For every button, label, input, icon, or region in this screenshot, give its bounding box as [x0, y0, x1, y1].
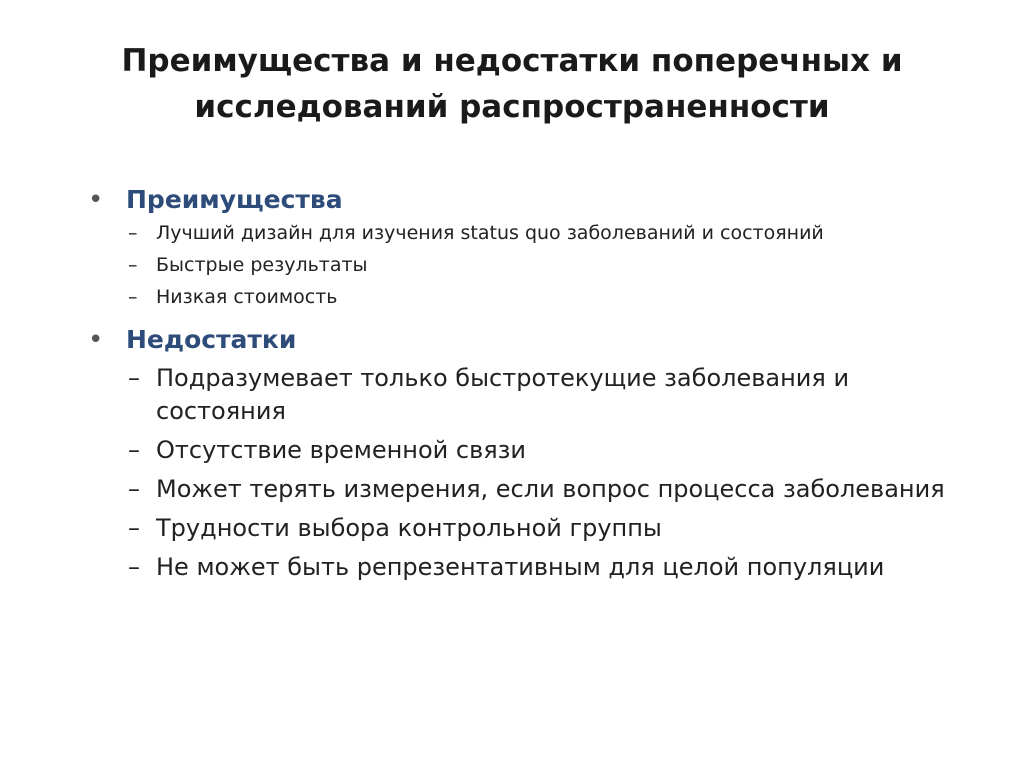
- list-item: [128, 473, 948, 506]
- dash-icon: –: [128, 254, 138, 276]
- list-item-text: Низкая стоимость: [156, 286, 338, 308]
- list-item-text: Трудности выбора контрольной группы: [156, 514, 662, 542]
- advantages-heading-row: [88, 178, 948, 222]
- list-item-text: Быстрые результаты: [156, 254, 368, 276]
- disadvantages-heading-row: [88, 318, 948, 362]
- bullet-icon: •: [88, 325, 104, 355]
- dash-icon: –: [128, 364, 140, 392]
- list-item-text: Не может быть репрезентативным для целой популяции: [156, 553, 885, 581]
- list-item: [128, 512, 948, 545]
- disadvantages-section: [88, 318, 948, 584]
- list-item: [128, 434, 948, 467]
- advantages-section: [88, 178, 948, 309]
- slide-title: Преимущества и недостатки поперечных и исследований распространенности: [121, 43, 903, 125]
- list-item-text: Подразумевает только быстротекущие заболевания и состояния: [156, 364, 850, 425]
- list-item: [128, 222, 948, 245]
- list-item-text: Лучший дизайн для изучения status quo заболеваний и состояний: [156, 222, 824, 244]
- list-item-text: Отсутствие временной связи: [156, 436, 527, 464]
- advantages-list: [88, 222, 948, 309]
- list-item: [128, 254, 948, 277]
- list-item: [128, 286, 948, 309]
- list-item: [128, 362, 948, 428]
- dash-icon: –: [128, 475, 140, 503]
- slide-content: [88, 178, 948, 590]
- dash-icon: –: [128, 222, 138, 244]
- dash-icon: –: [128, 514, 140, 542]
- disadvantages-list: [88, 362, 948, 584]
- list-item: [128, 551, 948, 584]
- list-item-text: Может терять измерения, если вопрос процесса заболевания: [156, 475, 945, 503]
- dash-icon: –: [128, 553, 140, 581]
- disadvantages-heading: Недостатки: [126, 325, 297, 354]
- dash-icon: –: [128, 436, 140, 464]
- bullet-icon: •: [88, 185, 104, 215]
- dash-icon: –: [128, 286, 138, 308]
- advantages-heading: Преимущества: [126, 185, 343, 214]
